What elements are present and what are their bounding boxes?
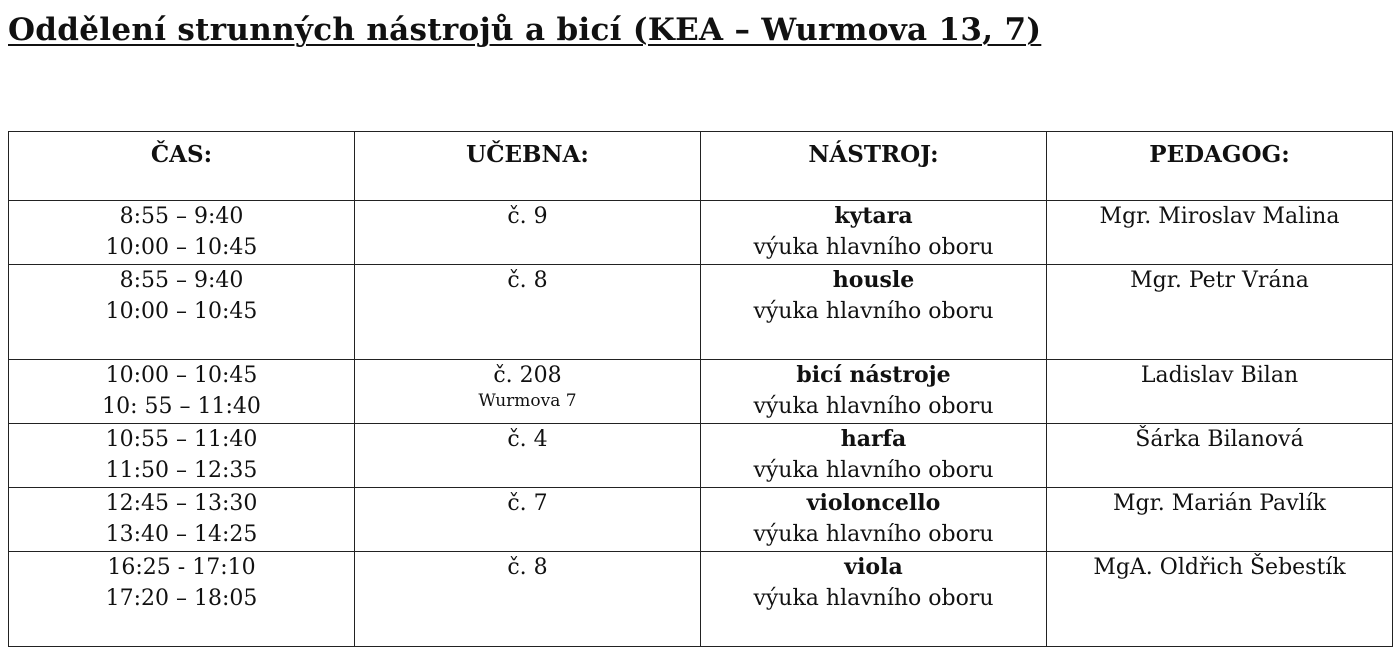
teacher-name: Mgr. Miroslav Malina bbox=[1099, 204, 1340, 229]
time-slot: 11:50 – 12:35 bbox=[105, 458, 258, 483]
room-number: č. 9 bbox=[507, 204, 548, 229]
schedule-table bbox=[8, 131, 1393, 647]
table-row bbox=[9, 552, 1393, 647]
time-slot: 16:25 - 17:10 bbox=[107, 555, 256, 580]
room-number: č. 7 bbox=[507, 491, 548, 516]
table-row bbox=[9, 424, 1393, 488]
room-cell bbox=[355, 488, 701, 552]
teacher-name: Šárka Bilanová bbox=[1135, 427, 1304, 452]
time-cell bbox=[9, 424, 355, 488]
page-title: Oddělení strunných nástrojů a bicí (KEA – Wurmova 13, 7) bbox=[8, 12, 1042, 48]
instrument-cell bbox=[701, 201, 1047, 265]
room-cell bbox=[355, 265, 701, 360]
time-slot: 10:00 – 10:45 bbox=[105, 363, 258, 388]
time-cell bbox=[9, 360, 355, 424]
table-row bbox=[9, 488, 1393, 552]
instrument-name: harfa bbox=[840, 426, 907, 452]
instrument-note: výuka hlavního oboru bbox=[753, 586, 994, 611]
instrument-name: viola bbox=[844, 554, 903, 580]
instrument-name: violoncello bbox=[806, 490, 941, 516]
time-cell bbox=[9, 552, 355, 647]
teacher-cell bbox=[1047, 201, 1393, 265]
teacher-cell bbox=[1047, 424, 1393, 488]
room-number: č. 4 bbox=[507, 427, 548, 452]
instrument-cell bbox=[701, 552, 1047, 647]
instrument-cell bbox=[701, 424, 1047, 488]
room-note: Wurmova 7 bbox=[478, 391, 577, 411]
header-instrument: NÁSTROJ: bbox=[701, 132, 1047, 201]
instrument-note: výuka hlavního oboru bbox=[753, 299, 994, 324]
time-slot: 10:55 – 11:40 bbox=[105, 427, 258, 452]
room-number: č. 8 bbox=[507, 555, 548, 580]
time-cell bbox=[9, 265, 355, 360]
teacher-name: MgA. Oldřich Šebestík bbox=[1093, 555, 1346, 580]
room-cell bbox=[355, 424, 701, 488]
room-cell bbox=[355, 201, 701, 265]
instrument-cell bbox=[701, 360, 1047, 424]
teacher-cell bbox=[1047, 360, 1393, 424]
room-cell bbox=[355, 552, 701, 647]
time-slot: 10: 55 – 11:40 bbox=[102, 394, 261, 419]
time-cell bbox=[9, 201, 355, 265]
teacher-name: Mgr. Petr Vrána bbox=[1130, 268, 1309, 293]
instrument-name: bicí nástroje bbox=[796, 362, 951, 388]
time-slot: 12:45 – 13:30 bbox=[105, 491, 258, 516]
time-slot: 8:55 – 9:40 bbox=[119, 268, 244, 293]
instrument-cell bbox=[701, 488, 1047, 552]
time-slot: 13:40 – 14:25 bbox=[105, 522, 258, 547]
instrument-note: výuka hlavního oboru bbox=[753, 235, 994, 260]
header-row bbox=[9, 132, 1393, 201]
instrument-name: housle bbox=[832, 267, 915, 293]
room-cell bbox=[355, 360, 701, 424]
instrument-cell bbox=[701, 265, 1047, 360]
room-number: č. 8 bbox=[507, 268, 548, 293]
teacher-name: Mgr. Marián Pavlík bbox=[1113, 491, 1326, 516]
instrument-note: výuka hlavního oboru bbox=[753, 458, 994, 483]
time-slot: 8:55 – 9:40 bbox=[119, 204, 244, 229]
teacher-cell bbox=[1047, 265, 1393, 360]
instrument-note: výuka hlavního oboru bbox=[753, 394, 994, 419]
room-number: č. 208 bbox=[493, 363, 562, 388]
teacher-cell bbox=[1047, 488, 1393, 552]
instrument-name: kytara bbox=[834, 203, 913, 229]
instrument-note: výuka hlavního oboru bbox=[753, 522, 994, 547]
table-row bbox=[9, 265, 1393, 360]
header-time: ČAS: bbox=[9, 132, 355, 201]
teacher-cell bbox=[1047, 552, 1393, 647]
table-row bbox=[9, 201, 1393, 265]
teacher-name: Ladislav Bilan bbox=[1140, 363, 1299, 388]
header-teacher: PEDAGOG: bbox=[1047, 132, 1393, 201]
time-slot: 10:00 – 10:45 bbox=[105, 235, 258, 260]
time-slot: 17:20 – 18:05 bbox=[105, 586, 258, 611]
time-slot: 10:00 – 10:45 bbox=[105, 299, 258, 324]
header-room: UČEBNA: bbox=[355, 132, 701, 201]
time-cell bbox=[9, 488, 355, 552]
table-row bbox=[9, 360, 1393, 424]
